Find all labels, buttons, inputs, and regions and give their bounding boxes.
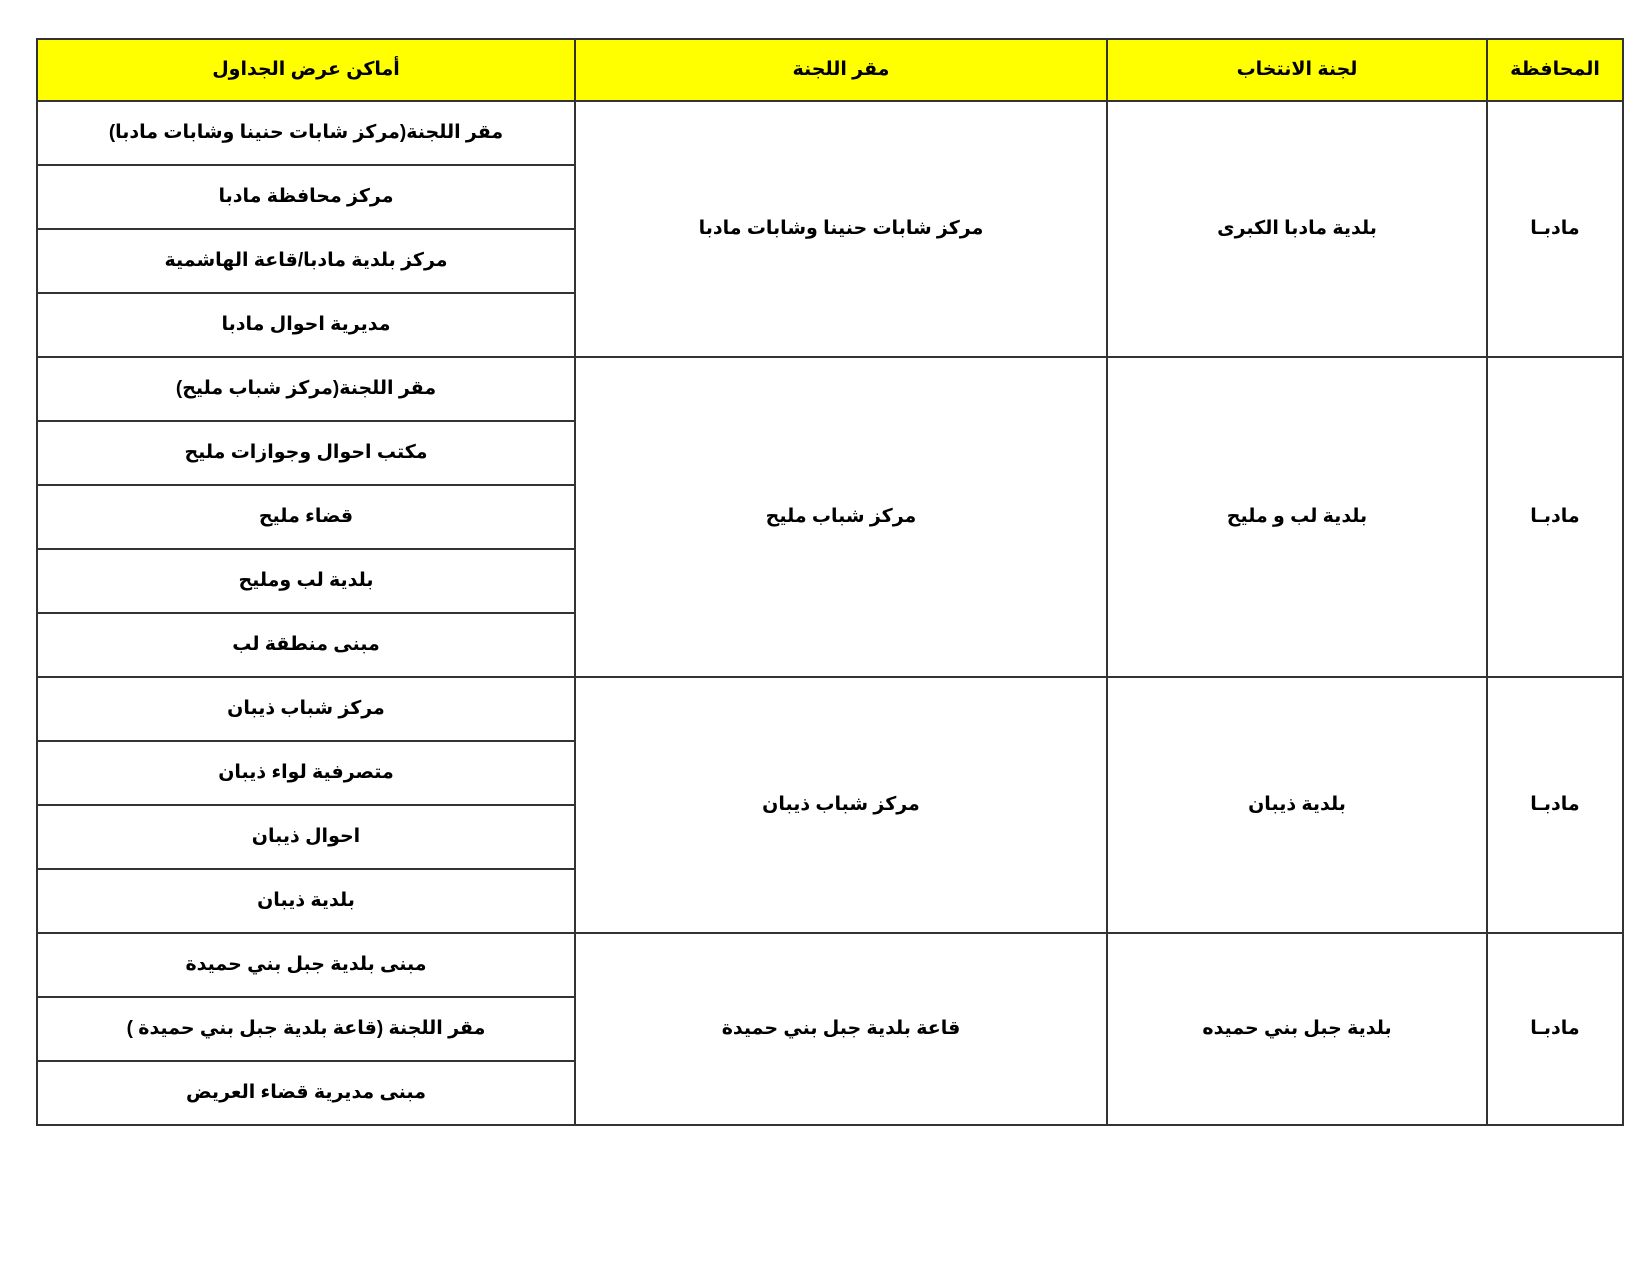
display-locations-table bbox=[36, 38, 1624, 1126]
governorate-cell: مادبـا bbox=[1487, 677, 1623, 933]
location-cell: مركز محافظة مادبا bbox=[37, 165, 575, 229]
committee-hq-cell: مركز شباب مليح bbox=[575, 357, 1107, 677]
location-cell: مبنى منطقة لب bbox=[37, 613, 575, 677]
header-committee-hq: مقر اللجنة bbox=[575, 39, 1107, 101]
header-row bbox=[37, 39, 1623, 101]
table-row bbox=[37, 357, 1623, 421]
location-cell: بلدية لب ومليح bbox=[37, 549, 575, 613]
governorate-cell: مادبـا bbox=[1487, 357, 1623, 677]
committee-cell: بلدية لب و مليح bbox=[1107, 357, 1487, 677]
committee-hq-cell: قاعة بلدية جبل بني حميدة bbox=[575, 933, 1107, 1125]
committee-cell: بلدية جبل بني حميده bbox=[1107, 933, 1487, 1125]
table-row bbox=[37, 101, 1623, 165]
location-cell: مديرية احوال مادبا bbox=[37, 293, 575, 357]
location-cell: مبنى مديرية قضاء العريض bbox=[37, 1061, 575, 1125]
location-cell: مركز شباب ذيبان bbox=[37, 677, 575, 741]
header-committee: لجنة الانتخاب bbox=[1107, 39, 1487, 101]
location-cell: متصرفية لواء ذيبان bbox=[37, 741, 575, 805]
location-cell: مقر اللجنة(مركز شابات حنينا وشابات مادبا) bbox=[37, 101, 575, 165]
location-cell: بلدية ذيبان bbox=[37, 869, 575, 933]
table-row bbox=[37, 677, 1623, 741]
table-row bbox=[37, 933, 1623, 997]
location-cell: مبنى بلدية جبل بني حميدة bbox=[37, 933, 575, 997]
location-cell: مركز بلدية مادبا/قاعة الهاشمية bbox=[37, 229, 575, 293]
governorate-cell: مادبـا bbox=[1487, 101, 1623, 357]
location-cell: مكتب احوال وجوازات مليح bbox=[37, 421, 575, 485]
committee-cell: بلدية مادبا الكبرى bbox=[1107, 101, 1487, 357]
committee-cell: بلدية ذيبان bbox=[1107, 677, 1487, 933]
location-cell: مقر اللجنة(مركز شباب مليح) bbox=[37, 357, 575, 421]
governorate-cell: مادبـا bbox=[1487, 933, 1623, 1125]
location-cell: قضاء مليح bbox=[37, 485, 575, 549]
header-display-locations: أماكن عرض الجداول bbox=[37, 39, 575, 101]
committee-hq-cell: مركز شابات حنينا وشابات مادبا bbox=[575, 101, 1107, 357]
committee-hq-cell: مركز شباب ذيبان bbox=[575, 677, 1107, 933]
location-cell: احوال ذيبان bbox=[37, 805, 575, 869]
header-governorate: المحافظة bbox=[1487, 39, 1623, 101]
location-cell: مقر اللجنة (قاعة بلدية جبل بني حميدة ) bbox=[37, 997, 575, 1061]
